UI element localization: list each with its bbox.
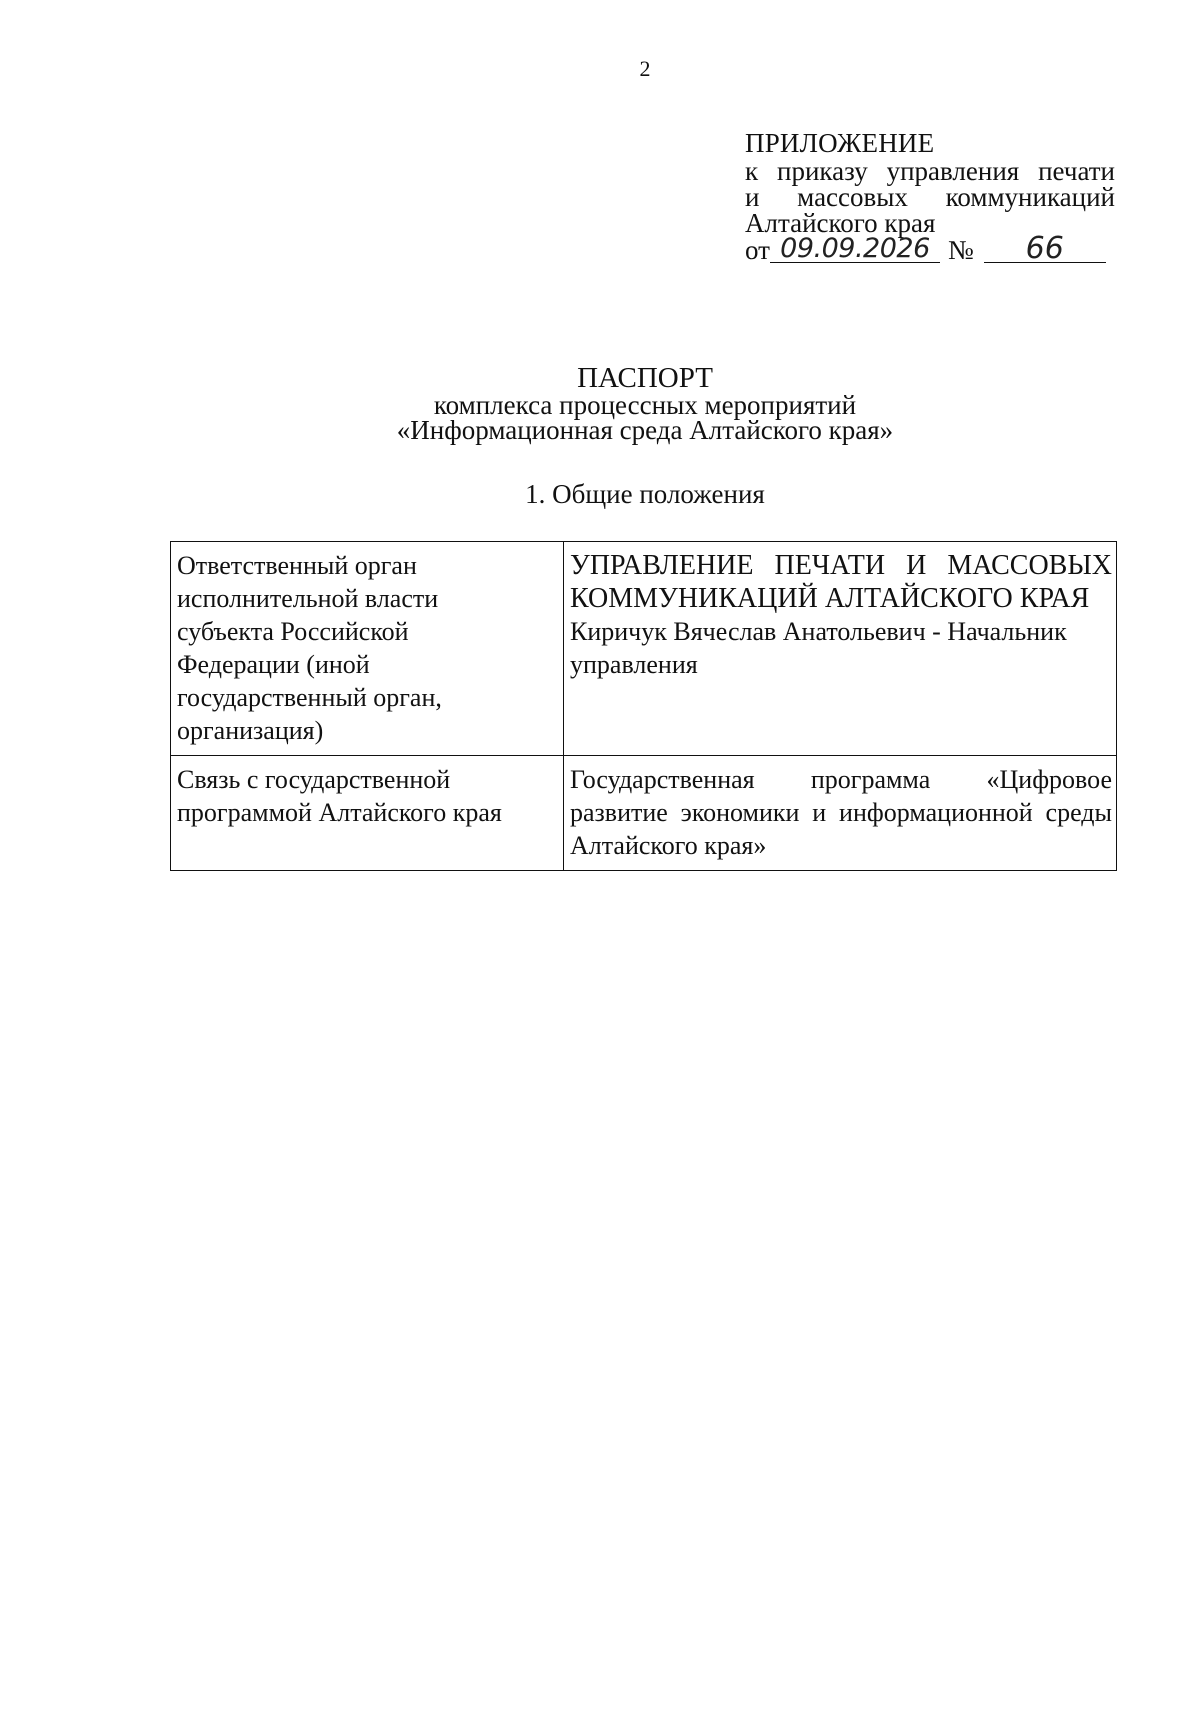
table-cell-label — [171, 542, 564, 756]
organization-name — [570, 549, 1112, 615]
table-row — [171, 756, 1117, 871]
appendix-title: ПРИЛОЖЕНИЕ — [745, 128, 935, 158]
page-number: 2 — [639, 56, 651, 81]
general-provisions-table — [170, 541, 1117, 871]
program-link-value: Государственная программа «Цифровое развитие экономики и информационной среды Алтайского края» — [570, 765, 1112, 860]
appendix-line-2: и массовых коммуникаций — [745, 182, 1115, 212]
table-cell-value — [564, 542, 1117, 756]
handwritten-date: 09.09.2026 — [770, 236, 940, 263]
from-label: от — [745, 235, 770, 265]
appendix-block — [745, 128, 1115, 266]
number-sign: № — [947, 235, 974, 265]
program-link-label: Связь с государственной программой Алтайского края — [177, 765, 502, 827]
table-cell-label — [171, 756, 564, 871]
passport-subtitle-2: «Информационная среда Алтайского края» — [396, 415, 894, 445]
passport-subtitle-1: комплекса процессных мероприятий — [433, 390, 857, 420]
handwritten-number: 66 — [984, 236, 1106, 263]
table-cell-value — [564, 756, 1117, 871]
section-title: 1. Общие положения — [525, 479, 765, 509]
appendix-date-line — [745, 231, 1115, 266]
appendix-line-3: Алтайского края — [745, 208, 936, 238]
responsible-person: Киричук Вячеслав Анатольевич - Начальник управления — [570, 617, 1067, 679]
responsible-body-label: Ответственный орган исполнительной власти субъекта Российской Федерации (иной государственный орган, организация) — [177, 551, 442, 745]
appendix-line-1: к приказу управления печати — [745, 156, 1115, 186]
organization-name-line-1: УПРАВЛЕНИЕ ПЕЧАТИ И МАССОВЫХ — [570, 550, 1112, 581]
passport-title: ПАСПОРТ — [577, 362, 713, 394]
table-row — [171, 542, 1117, 756]
organization-name-line-2: КОММУНИКАЦИЙ АЛТАЙСКОГО КРАЯ — [570, 583, 1090, 614]
passport-heading — [0, 363, 1200, 443]
